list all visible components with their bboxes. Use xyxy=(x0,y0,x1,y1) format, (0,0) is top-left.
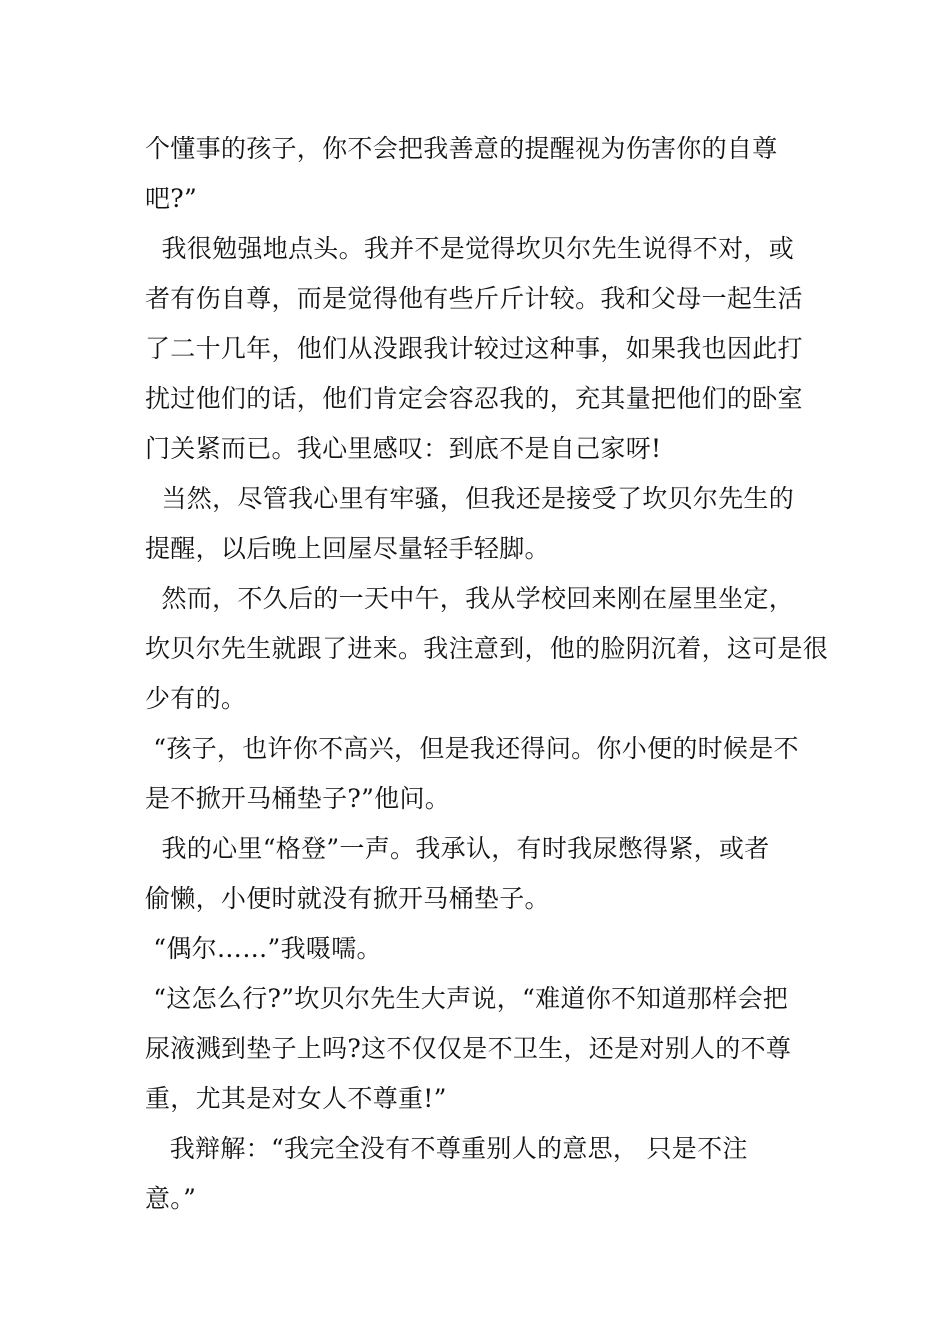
text-line: 了二十几年，他们从没跟我计较过这种事，如果我也因此打 xyxy=(145,334,803,363)
text-line: 我的心里“格登”一声。我承认，有时我尿憋得紧，或者 xyxy=(145,834,770,863)
text-line: “偶尔……”我嗫嚅。 xyxy=(145,934,382,963)
text-line: 意。” xyxy=(145,1184,197,1213)
text-line: 是不掀开马桶垫子?”他问。 xyxy=(145,784,451,813)
text-line: 坎贝尔先生就跟了进来。我注意到，他的脸阴沉着，这可是很 xyxy=(145,634,829,663)
text-line: 尿液溅到垫子上吗?这不仅仅是不卫生，还是对别人的不尊 xyxy=(145,1034,792,1063)
text-line: 我很勉强地点头。我并不是觉得坎贝尔先生说得不对，或 xyxy=(145,234,794,263)
text-line: 门关紧而已。我心里感叹：到底不是自己家呀! xyxy=(145,434,662,463)
text-line: 我辩解：“我完全没有不尊重别人的意思， 只是不注 xyxy=(145,1134,748,1163)
text-line: 吧?” xyxy=(145,184,198,213)
text-line: “这怎么行?”坎贝尔先生大声说，“难道你不知道那样会把 xyxy=(145,984,789,1013)
text-line: 然而，不久后的一天中午，我从学校回来刚在屋里坐定， xyxy=(145,584,794,613)
text-line: 偷懒，小便时就没有掀开马桶垫子。 xyxy=(145,884,550,913)
text-line: 当然，尽管我心里有牢骚，但我还是接受了坎贝尔先生的 xyxy=(145,484,794,513)
text-line: 个懂事的孩子，你不会把我善意的提醒视为伤害你的自尊 xyxy=(145,134,778,163)
text-line: 少有的。 xyxy=(145,684,247,713)
text-line: 者有伤自尊，而是觉得他有些斤斤计较。我和父母一起生活 xyxy=(145,284,803,313)
text-line: “孩子，也许你不高兴，但是我还得问。你小便的时候是不 xyxy=(145,734,799,763)
text-line: 扰过他们的话，他们肯定会容忍我的，充其量把他们的卧室 xyxy=(145,384,803,413)
text-line: 提醒，以后晚上回屋尽量轻手轻脚。 xyxy=(145,534,550,563)
text-line: 重，尤其是对女人不尊重!” xyxy=(145,1084,447,1113)
